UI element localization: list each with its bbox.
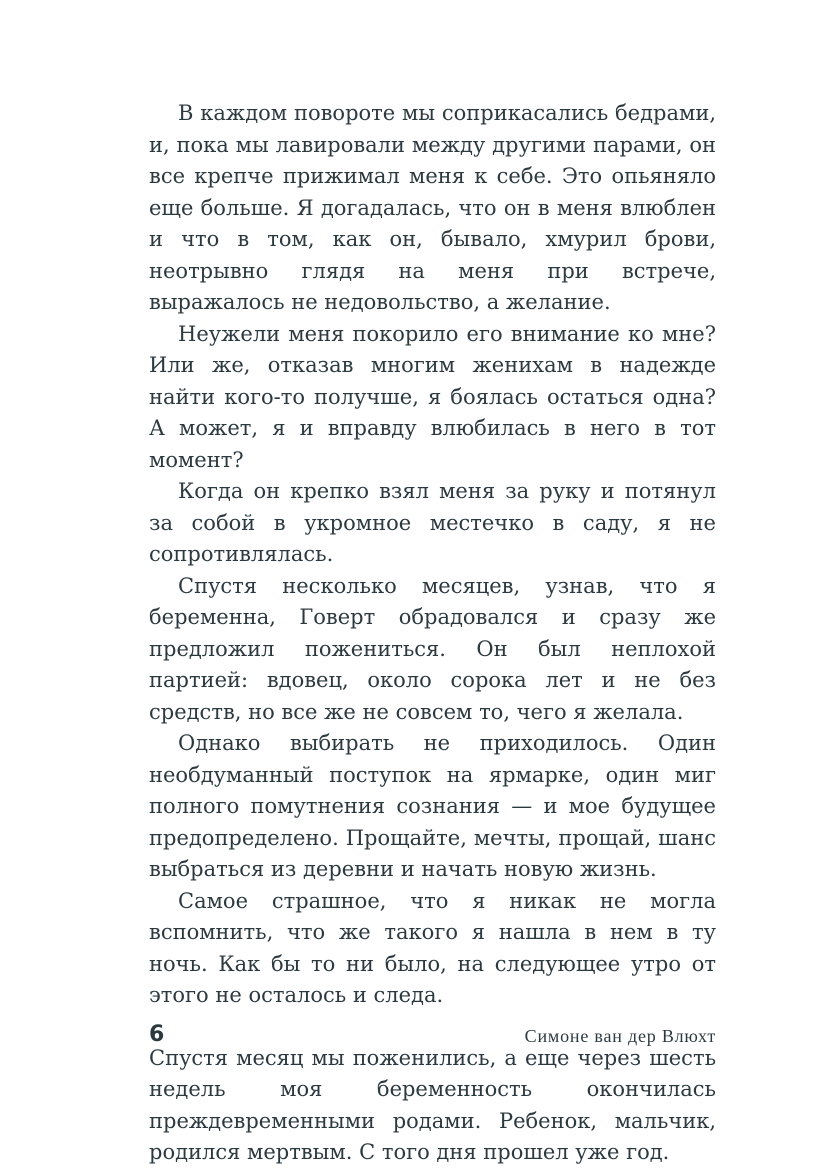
paragraph-5: Однако выбирать не приходилось. Один необдуманный поступок на ярмарке, один миг полного помутнения сознания — и мое будущее предопределено. Прощайте, мечты, прощай, шанс выбраться из деревни и начать новую жизнь.: [149, 731, 716, 881]
paragraph-6: Самое страшное, что я никак не могла вспомнить, что же такого я нашла в нем в ту ночь. Как бы то ни было, на следующее утро от этого не осталось и следа.: [149, 888, 716, 1007]
paragraph-2: Неужели меня покорило его внимание ко мне? Или же, отказав многим женихам в надежде найти кого-то получше, я боялась остаться одна? А может, я и вправду влюбилась в него в тот момент?: [149, 321, 716, 472]
paragraph-3: Когда он крепко взял меня за руку и потянул за собой в укромное местечко в саду, я не сопротивлялась.: [149, 479, 716, 566]
paragraph-after-break: Спустя месяц мы поженились, а еще через шесть недель моя беременность окончилась преждевременными родами. Ребенок, мальчик, родился мертвым. С того дня прошел уже год.: [149, 1045, 716, 1164]
page-number: 6: [149, 1022, 165, 1047]
running-author: Симоне ван дер Влюхт: [524, 1026, 716, 1046]
page-footer: [149, 1022, 716, 1054]
page-body: [149, 98, 716, 1169]
paragraph-1: В каждом повороте мы соприкасались бедрами, и, пока мы лавировали между другими парами, он все крепче прижимал меня к себе. Это опьяняло еще больше. Я догадалась, что он в меня влюблен и что в том, как он, бывало, хмурил брови, неотрывно глядя на меня при встрече, выражалось не недовольство, а желание.: [149, 101, 716, 314]
paragraph-4: Спустя несколько месяцев, узнав, что я беременна, Говерт обрадовался и сразу же предложил пожениться. Он был неплохой партией: вдовец, около сорока лет и не без средств, но все же не совсем то, чего я желала.: [149, 573, 716, 724]
